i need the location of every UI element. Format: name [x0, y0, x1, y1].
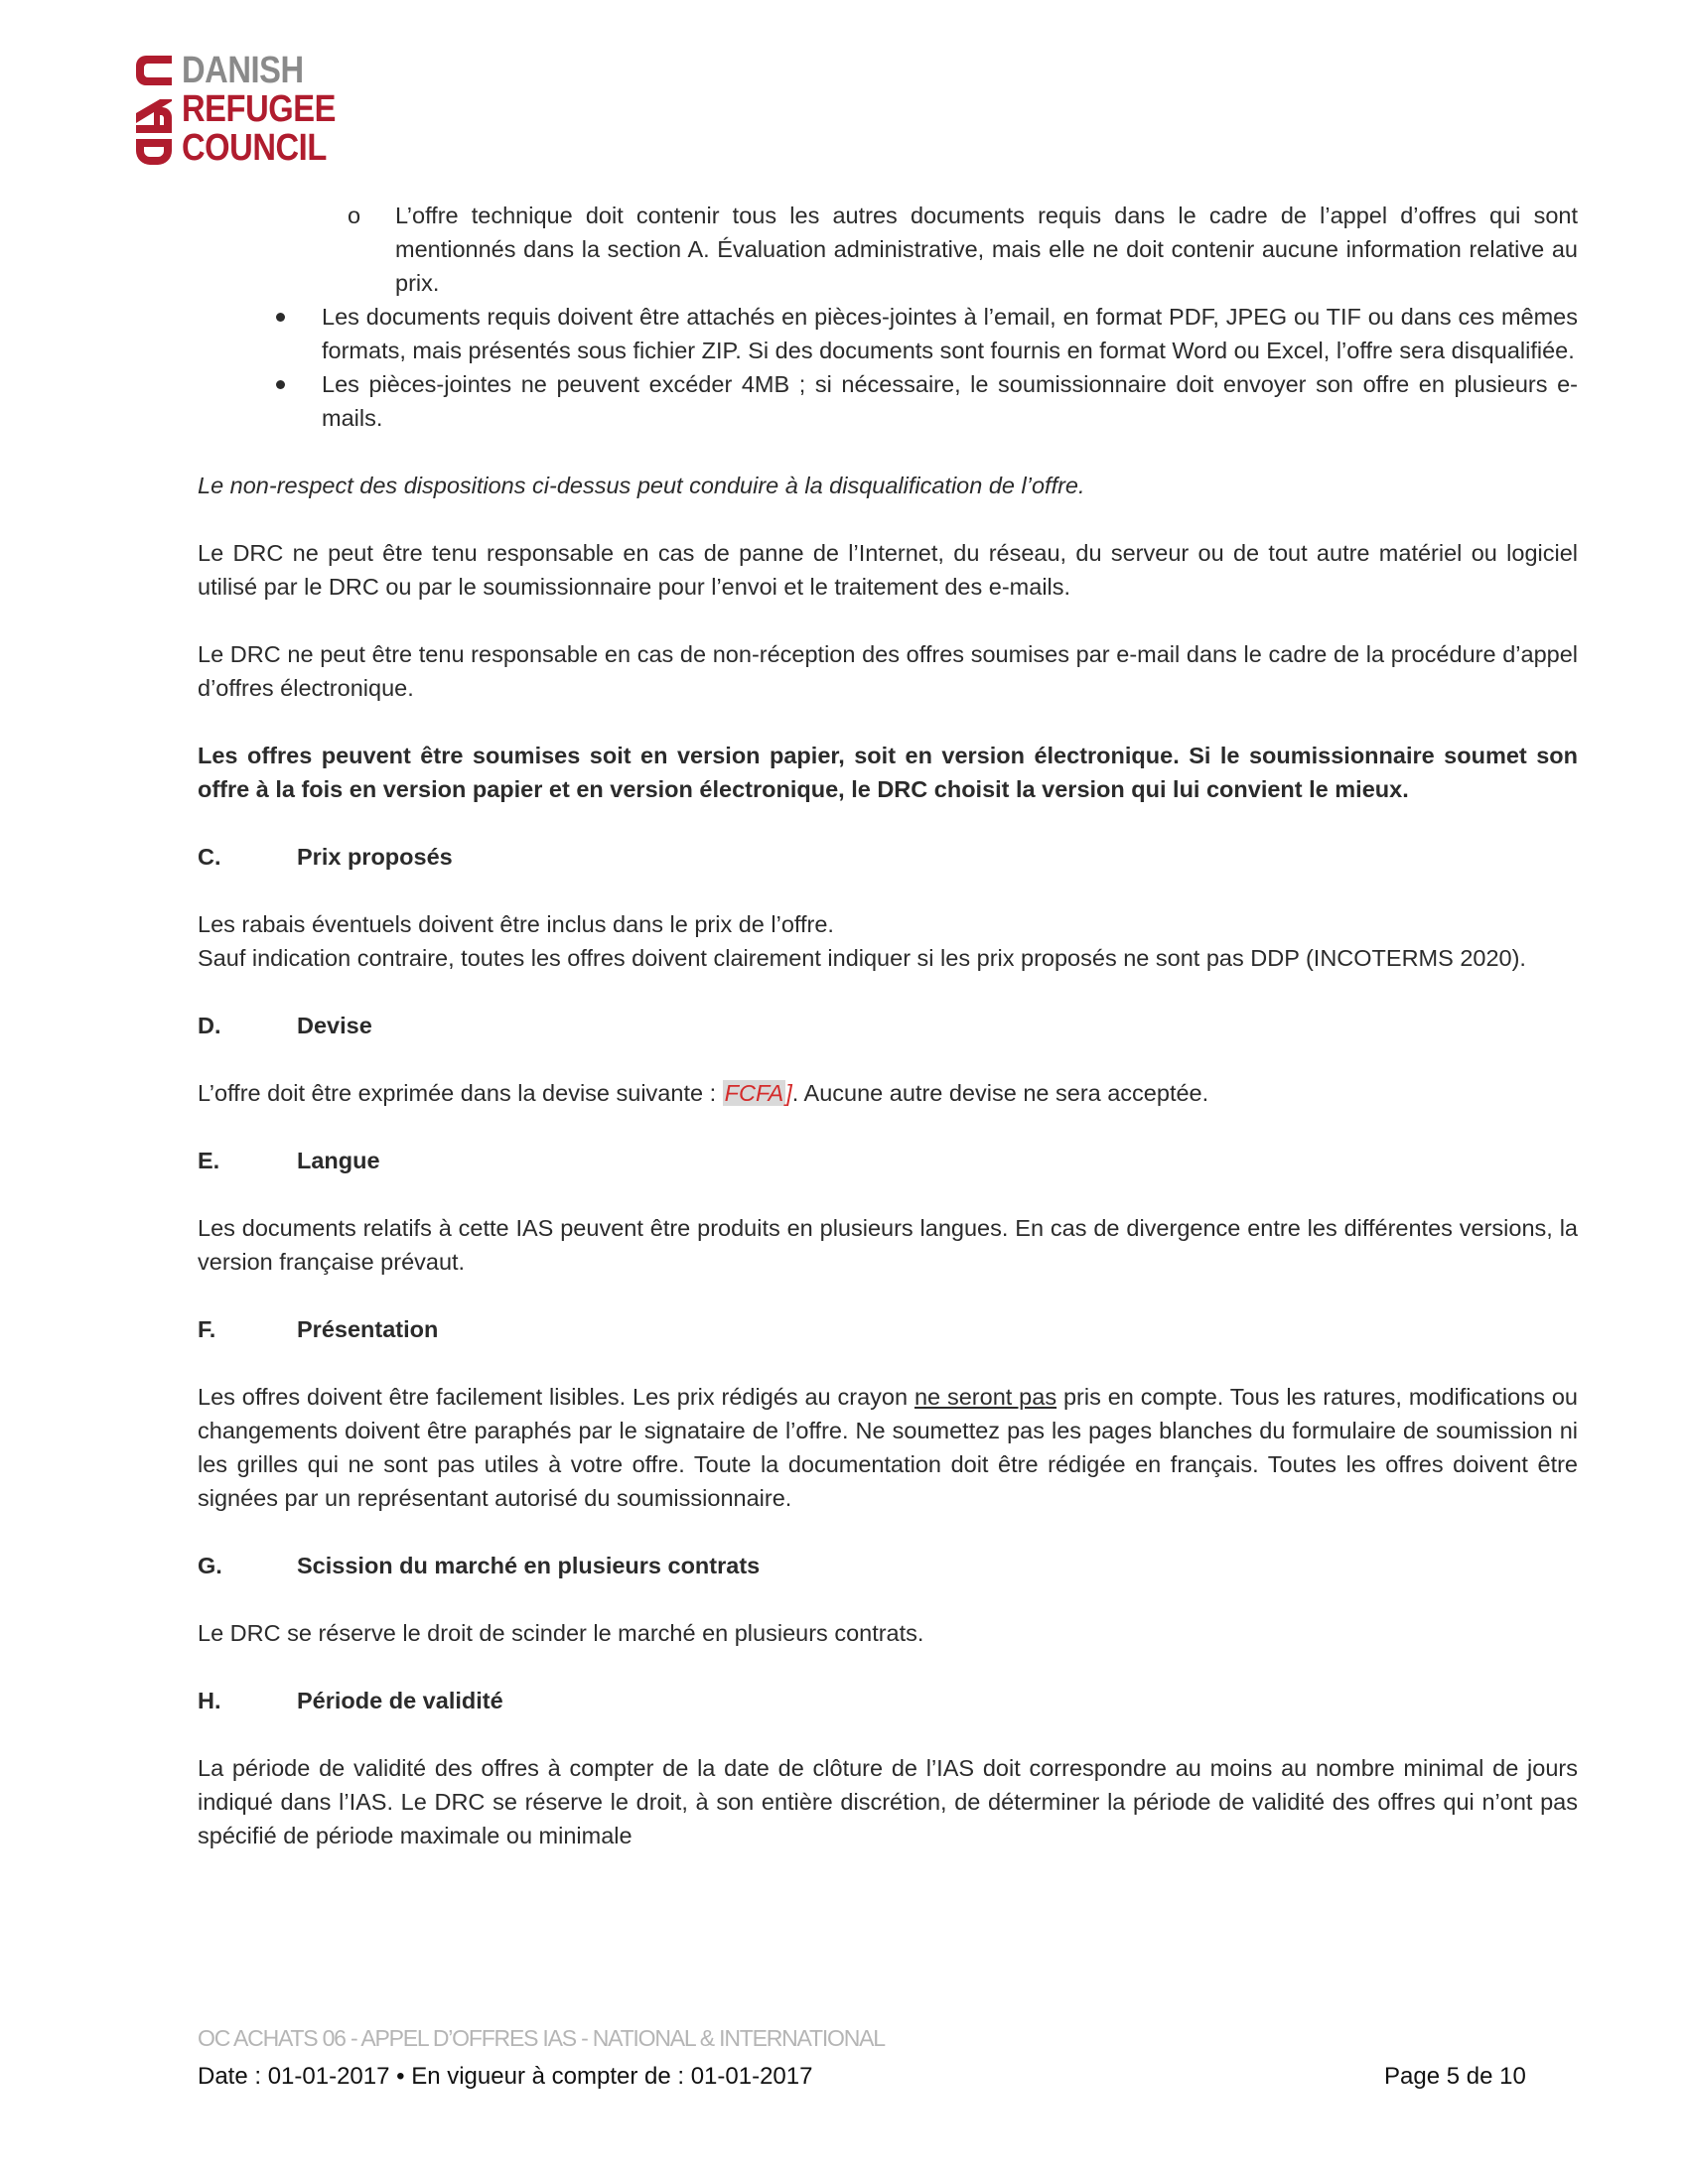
- drc-logo: [132, 52, 341, 169]
- section-heading-f: [198, 1312, 1578, 1346]
- section-heading-d: [198, 1009, 1578, 1042]
- section-letter: G.: [198, 1553, 222, 1578]
- bullet-item-attachments: [322, 367, 1578, 435]
- section-heading-h: [198, 1684, 1578, 1717]
- sub-list-item: [348, 199, 1578, 300]
- section-heading-e: [198, 1144, 1578, 1177]
- section-letter: E.: [198, 1148, 220, 1173]
- section-e-text: Les documents relatifs à cette IAS peuvent être produits en plusieurs langues. En cas de divergence entre les différentes versions, la version française prévaut.: [198, 1215, 1578, 1275]
- presentation-underlined: ne seront pas: [914, 1384, 1057, 1410]
- section-title: Présentation: [297, 1316, 439, 1342]
- currency-text-after: . Aucune autre devise ne sera acceptée.: [791, 1080, 1209, 1106]
- internet-paragraph: Le DRC ne peut être tenu responsable en cas de panne de l’Internet, du réseau, du serveur ou de tout autre matériel ou logiciel utilisé par le DRC ou par le soumissionnaire pour l’envoi et le traitement des e-mails.: [198, 540, 1578, 600]
- section-c-line1: Les rabais éventuels doivent être inclus dans le prix de l’offre.: [198, 911, 834, 937]
- sub-list-marker: o: [348, 203, 361, 228]
- section-g-text: Le DRC se réserve le droit de scinder le marché en plusieurs contrats.: [198, 1620, 924, 1646]
- bullet-icon: [276, 313, 285, 322]
- logo-wordmark: [182, 52, 336, 168]
- section-d-text: [198, 1076, 1578, 1110]
- currency-value: FCFA: [724, 1080, 784, 1106]
- versions-paragraph: Les offres peuvent être soumises soit en version papier, soit en version électronique. Si le soumissionnaire soumet son offre à la fois en version papier et en version électronique, le DRC choisit la version qui lui convient le mieux.: [198, 743, 1578, 802]
- section-c-line2: Sauf indication contraire, toutes les offres doivent clairement indiquer si les prix proposés ne sont pas DDP (INCOTERMS 2020).: [198, 945, 1526, 971]
- section-letter: H.: [198, 1688, 221, 1713]
- drc-mark-icon: [132, 52, 176, 169]
- section-heading-g: [198, 1549, 1578, 1582]
- section-title: Langue: [297, 1148, 380, 1173]
- logo-line-danish: DANISH: [182, 50, 304, 91]
- sub-list-item-text: L’offre technique doit contenir tous les autres documents requis dans le cadre de l’appel d’offres qui sont mentionnés dans la section A. Évaluation administrative, mais elle ne doit contenir aucune information relative au prix.: [395, 203, 1578, 296]
- footer-date-line: Date : 01-01-2017 • En vigueur à compter de : 01-01-2017: [198, 2063, 813, 2090]
- bullet-text: Les pièces-jointes ne peuvent excéder 4MB ; si nécessaire, le soumissionnaire doit envoyer son offre en plusieurs e-mails.: [322, 371, 1578, 431]
- bullet-text: Les documents requis doivent être attachés en pièces-jointes à l’email, en format PDF, JPEG ou TIF ou dans ces mêmes formats, mais présentés sous fichier ZIP. Si des documents sont fournis en format Word ou Excel, l’offre sera disqualifiée.: [322, 304, 1578, 363]
- currency-highlight: [723, 1080, 786, 1106]
- section-letter: D.: [198, 1013, 221, 1038]
- non-respect-paragraph: Le non-respect des dispositions ci-dessus peut conduire à la disqualification de l’offre.: [198, 473, 1085, 498]
- footer-document-title: OC ACHATS 06 - APPEL D’OFFRES IAS - NATIONAL & INTERNATIONAL: [198, 2025, 885, 2051]
- section-letter: C.: [198, 844, 221, 870]
- bullet-icon: [276, 380, 285, 389]
- section-title: Prix proposés: [297, 844, 453, 870]
- presentation-text-after: pris en compte. Tous les ratures, modifications ou changements doivent être paraphés par le signataire de l’offre. Ne soumettez pas les pages blanches du formulaire de soumission ni les grilles qui ne sont pas utiles à votre offre. Toute la documentation doit être rédigée en français. Toutes les offres doivent être signées par un représentant autorisé du soumissionnaire.: [198, 1384, 1578, 1511]
- section-title: Scission du marché en plusieurs contrats: [297, 1553, 761, 1578]
- currency-text-before: L’offre doit être exprimée dans la devise suivante :: [198, 1080, 723, 1106]
- currency-bracket: ]: [785, 1080, 792, 1106]
- footer-page-number: Page 5 de 10: [1384, 2063, 1526, 2090]
- section-heading-c: [198, 840, 1578, 874]
- section-h-text: La période de validité des offres à compter de la date de clôture de l’IAS doit correspondre au moins au nombre minimal de jours indiqué dans l’IAS. Le DRC se réserve le droit, à son entière discrétion, de déterminer la période de validité des offres qui n’ont pas spécifié de période maximale ou minimale: [198, 1755, 1578, 1848]
- logo-line-council: COUNCIL: [182, 127, 327, 169]
- non-reception-paragraph: Le DRC ne peut être tenu responsable en cas de non-réception des offres soumises par e-mail dans le cadre de la procédure d’appel d’offres électronique.: [198, 641, 1578, 701]
- document-body: [198, 199, 1578, 1852]
- section-title: Période de validité: [297, 1688, 503, 1713]
- section-title: Devise: [297, 1013, 372, 1038]
- section-letter: F.: [198, 1316, 216, 1342]
- bullet-item-documents: [322, 300, 1578, 367]
- presentation-text-before: Les offres doivent être facilement lisibles. Les prix rédigés au crayon: [198, 1384, 914, 1410]
- logo-line-refugee: REFUGEE: [182, 88, 336, 130]
- section-f-text: [198, 1380, 1578, 1515]
